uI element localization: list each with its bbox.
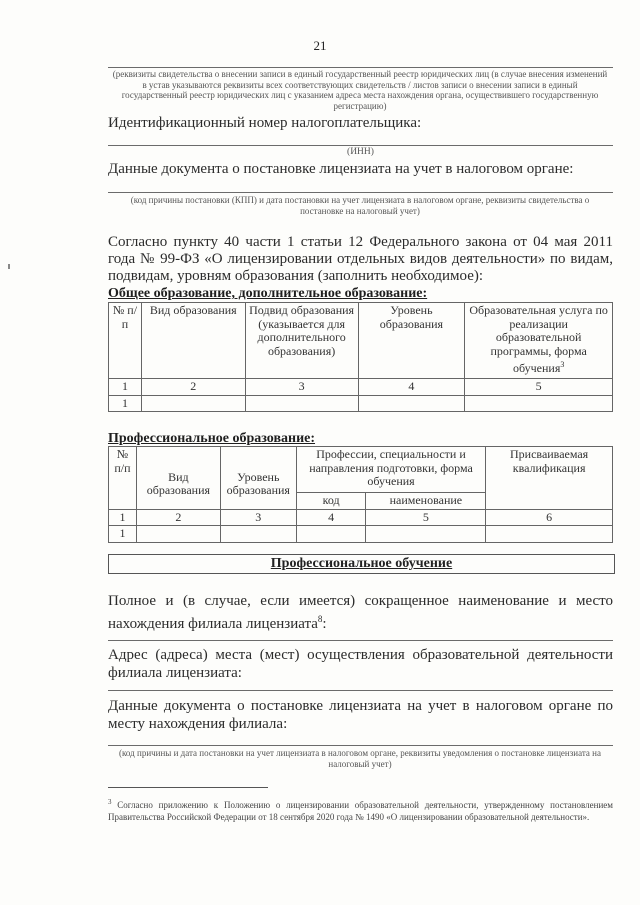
gen-row-cell-1: 1 xyxy=(109,395,142,412)
prof-row-cell-5 xyxy=(366,526,486,543)
scan-margin-mark xyxy=(8,264,10,269)
prof-header-kind: Вид образования xyxy=(136,447,220,510)
footnote-text: Согласно приложению к Положению о лицензировании образовательной деятельности, утвержденному постановлением Правительства Российской Федерации от 18 сентября 2020 года № 1490 «О лицензировании образовательной деятельности». xyxy=(108,800,613,822)
prof-row-cell-3 xyxy=(220,526,296,543)
prof-row-cell-4 xyxy=(296,526,366,543)
gen-header-subkind: Подвид образования (указывается для дополнительного образования) xyxy=(245,303,358,379)
gen-header-num: № п/п xyxy=(109,303,142,379)
gen-header-service-text: Образовательная услуга по реализации образовательной программы, форма обучения xyxy=(469,303,608,375)
gen-header-level: Уровень образования xyxy=(358,303,465,379)
tax-note: (код причины постановки (КПП) и дата постановки на учет лицензиата в налоговом органе, реквизиты свидетельства о постановке на налоговый учет) xyxy=(130,195,590,216)
gen-row-cell-3 xyxy=(245,395,358,412)
branch-name-label xyxy=(108,592,613,633)
page-number: 21 xyxy=(313,38,327,53)
tax-line xyxy=(108,192,613,193)
prof-num-cell-5: 5 xyxy=(366,509,486,526)
professional-education-heading: Профессиональное образование: xyxy=(108,431,316,446)
inn-label: Идентификационный номер налогоплательщика: xyxy=(108,115,422,131)
prof-num-cell-4: 4 xyxy=(296,509,366,526)
gen-header-service xyxy=(465,303,613,379)
prof-header-name: наименование xyxy=(366,493,486,510)
general-education-heading: Общее образование, дополнительное образование: xyxy=(108,286,428,301)
prof-header-code: код xyxy=(296,493,366,510)
gen-num-cell-2: 2 xyxy=(141,379,245,396)
prof-row-cell-6 xyxy=(486,526,613,543)
branch-address-line xyxy=(108,690,613,691)
intro-paragraph: Согласно пункту 40 части 1 статьи 12 Федерального закона от 04 мая 2011 года № 99-ФЗ «О лицензировании отдельных видов деятельности» по видам, подвидам, уровням образования (заполнить необходимое): xyxy=(108,234,613,284)
gen-num-cell-5: 5 xyxy=(465,379,613,396)
footnote-separator xyxy=(108,787,268,788)
branch-tax-line xyxy=(108,745,613,746)
gen-num-cell-1: 1 xyxy=(109,379,142,396)
registry-line xyxy=(108,67,613,68)
footnote xyxy=(108,797,613,823)
prof-header-level: Уровень образования xyxy=(220,447,296,510)
prof-header-num: № п/п xyxy=(109,447,137,510)
footnote-mark: 3 xyxy=(108,798,112,806)
branch-address-label: Адрес (адреса) места (мест) осуществления образовательной деятельности филиала лицензиата: xyxy=(108,647,613,681)
gen-row-cell-4 xyxy=(358,395,465,412)
prof-row-cell-2 xyxy=(136,526,220,543)
prof-num-cell-6: 6 xyxy=(486,509,613,526)
prof-row-cell-1: 1 xyxy=(109,526,137,543)
gen-footnote-mark: 3 xyxy=(560,360,565,369)
branch-tax-note: (код причины и дата постановки на учет лицензиата в налоговом органе, реквизиты уведомления о постановке лицензиата на налоговый учет) xyxy=(119,748,601,769)
prof-header-qualification: Присваиваемая квалификация xyxy=(486,447,613,510)
branch-name-line xyxy=(108,640,613,641)
branch-name-text: Полное и (в случае, если имеется) сокращенное наименование и место нахождения филиала лицензиата xyxy=(108,593,613,632)
professional-training-box xyxy=(108,554,615,574)
prof-num-cell-2: 2 xyxy=(136,509,220,526)
professional-training-title: Профессиональное обучение xyxy=(270,556,453,571)
branch-tax-label: Данные документа о постановке лицензиата на учет в налоговом органе по месту нахождения филиала: xyxy=(108,698,613,732)
gen-num-cell-3: 3 xyxy=(245,379,358,396)
branch-name-colon: : xyxy=(322,616,327,632)
inn-line xyxy=(108,145,613,146)
gen-row-cell-2 xyxy=(141,395,245,412)
registry-note: (реквизиты свидетельства о внесении записи в единый государственный реестр юридических лиц (в случае внесения изменений в устав указываются реквизиты всех соответствующих свидетельств / листов записи о внесении записи в единый государственный реестр юридических лиц с указанием адреса места нахождения органа, осуществившего государственную регистрацию) xyxy=(112,69,608,111)
inn-note: (ИНН) xyxy=(347,147,374,157)
tax-label: Данные документа о постановке лицензиата на учет в налоговом органе: xyxy=(108,161,574,177)
gen-header-kind: Вид образования xyxy=(141,303,245,379)
prof-num-cell-1: 1 xyxy=(109,509,137,526)
professional-education-table xyxy=(108,446,613,543)
prof-num-cell-3: 3 xyxy=(220,509,296,526)
branch-name-footnote-mark: 8 xyxy=(317,614,323,624)
general-education-table xyxy=(108,302,613,412)
prof-header-professions: Профессии, специальности и направления подготовки, форма обучения xyxy=(296,447,485,493)
gen-row-cell-5 xyxy=(465,395,613,412)
gen-num-cell-4: 4 xyxy=(358,379,465,396)
